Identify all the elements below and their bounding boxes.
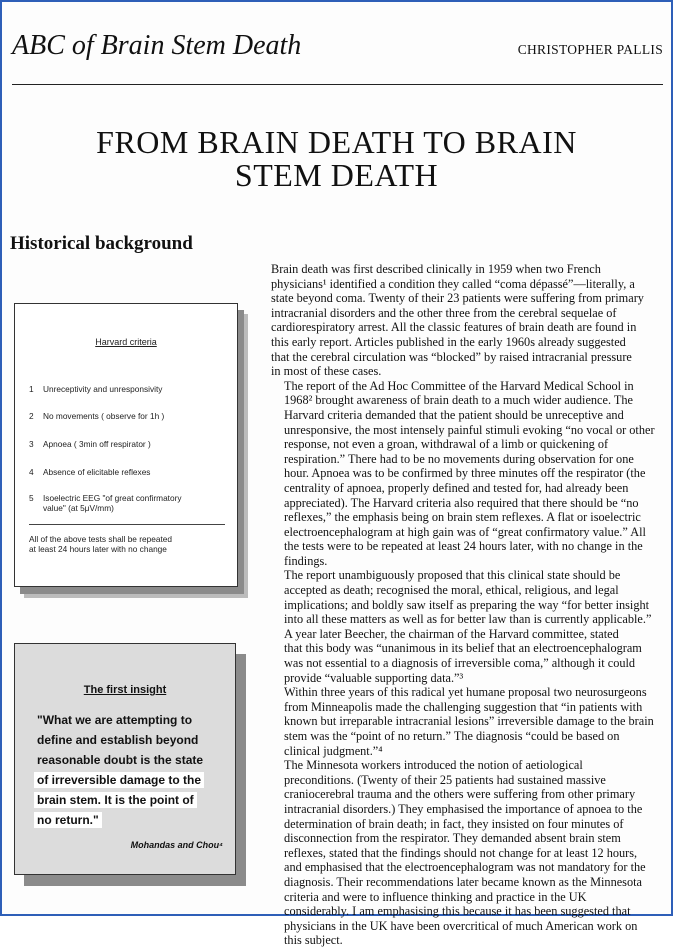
harvard-box-footer: All of the above tests shall be repeated at least 24 hours later with no change <box>29 534 172 554</box>
body-line: the tests were to be repeated at least 24 hours later, with no change in the <box>284 539 643 554</box>
harvard-box-title: Harvard criteria <box>95 337 157 347</box>
body-line: criteria and were to influence thinking and practice in the UK <box>284 889 587 904</box>
body-line: considerably. I am emphasising this because it has been suggested that <box>284 904 631 919</box>
body-line: The Minnesota workers introduced the notion of aetiological <box>284 758 583 773</box>
body-line: A year later Beecher, the chairman of the Harvard committee, stated <box>284 626 619 641</box>
body-paragraph <box>271 758 664 948</box>
quote-line: reasonable doubt is the state <box>37 753 204 767</box>
body-line: unresponsive, the most intensely painful stimuli evoking “no vocal or other <box>284 422 655 437</box>
body-line: this early report. Articles published in the early 1960s already suggested <box>271 334 626 349</box>
first-insight-box <box>14 643 236 875</box>
body-line: electroencephalogram at high gain was of “great confirmatory value.” All <box>284 524 646 539</box>
harvard-item-number: 5 <box>29 493 34 503</box>
body-line: respiration.” There had to be no movements during observation for one <box>284 451 634 466</box>
insight-attribution: Mohandas and Chou⁴ <box>130 840 223 850</box>
body-paragraph <box>271 568 664 685</box>
body-line: hour. Apnoea was to be confirmed by three minutes off the respirator (the <box>284 466 646 481</box>
body-line: clinical judgment.”⁴ <box>284 743 383 758</box>
article-title-line-2: STEM DEATH <box>234 157 439 193</box>
body-line: response, not even a groan, withdrawal of a limb or quickening of <box>284 437 609 452</box>
header-rule <box>12 84 663 85</box>
harvard-item-number: 4 <box>29 467 34 477</box>
body-line: centrality of apnoea, properly defined and tested for, had already been <box>284 480 629 495</box>
body-line: disconnection from the respirator. They demanded absent brain stem <box>284 831 621 846</box>
body-line: this subject. <box>284 933 343 948</box>
body-paragraph <box>271 379 664 569</box>
harvard-item-number: 3 <box>29 439 34 449</box>
body-line: The report of the Ad Hoc Committee of the Harvard Medical School in <box>284 378 634 393</box>
body-line: physicians in the UK have been overcritical of much American work on <box>284 918 638 933</box>
insight-box-title: The first insight <box>83 684 167 696</box>
harvard-item-text: Isoelectric EEG "of great confirmatory value" (at 5μV/mm) <box>43 493 182 513</box>
body-line: craniocerebral trauma and the others were suffering from other primary <box>284 787 636 802</box>
insight-quote <box>37 710 227 830</box>
body-line: into all these matters as well as for better law than is currently applicable.” <box>284 612 652 627</box>
body-line: reflexes,” the emphasis being on brain stem reflexes. A flat or isoelectric <box>284 510 641 525</box>
harvard-item-text: Absence of elicitable reflexes <box>43 467 151 477</box>
body-line: findings. <box>284 553 328 568</box>
harvard-item-number: 2 <box>29 411 34 421</box>
body-line: stem was the “point of no return.” The diagnosis “could be based on <box>284 729 620 743</box>
body-line: was not essential to a diagnosis of irreversible coma,” although it could <box>284 656 636 671</box>
body-line: that the cerebral circulation was “blocked” by raised intracranial pressure <box>271 349 632 364</box>
harvard-item-text: No movements ( observe for 1h ) <box>43 411 165 421</box>
body-line: physicians¹ identified a condition they called “coma dépassé”—literally, a <box>271 276 635 291</box>
body-line: preconditions. (Twenty of their 25 patients had sustained massive <box>284 772 606 787</box>
harvard-item <box>29 439 227 449</box>
body-line: implications; and boldly saw itself as preparing the way “for better insight <box>284 597 650 612</box>
article-title <box>40 126 633 192</box>
body-line: intracranial disorders and the other three from the cerebral sequelae of <box>271 305 617 320</box>
harvard-item-number: 1 <box>29 384 34 394</box>
quote-line: "What we are attempting to <box>37 713 193 727</box>
body-line: Brain death was first described clinically in 1959 when two French <box>271 262 601 276</box>
quote-line: define and establish beyond <box>37 733 199 747</box>
harvard-item <box>29 411 227 421</box>
body-line: in most of these cases. <box>271 364 382 379</box>
body-line: state beyond coma. Twenty of their 23 patients were suffering from primary <box>271 291 644 306</box>
body-line: The report unambiguously proposed that this clinical state should be <box>284 568 621 583</box>
body-line: from Minneapolis made the challenging suggestion that “in patients with <box>284 699 643 714</box>
body-line: provide “valuable supporting data.”³ <box>284 670 464 685</box>
quote-line: no return." <box>34 812 102 828</box>
body-line: determination of brain death; in fact, they insisted on four minutes of <box>284 816 624 831</box>
body-paragraph <box>271 262 664 379</box>
body-line: known but irreparable intracranial lesions” irreversible damage to the brain <box>284 714 654 729</box>
body-line: accepted as death; recognised the moral, ethical, religious, and legal <box>284 583 619 598</box>
body-line: appreciated). The Harvard criteria also required that there should be “no <box>284 495 639 510</box>
article-title-line-1: FROM BRAIN DEATH TO BRAIN <box>96 124 577 160</box>
series-title: ABC of Brain Stem Death <box>12 30 302 61</box>
harvard-box-divider <box>29 524 225 525</box>
quote-line: brain stem. It is the point of <box>34 792 197 808</box>
body-line: reflexes, stated that the findings should not change for at least 12 hours, <box>284 845 638 860</box>
body-line: that this body was “unanimous in its belief that an electroencephalogram <box>284 641 642 656</box>
body-line: intracranial disorders.) They emphasised the importance of apnoea to the <box>284 801 643 816</box>
article-body <box>271 262 664 948</box>
body-line: 1968² brought awareness of brain death to a much wider audience. The <box>284 393 634 408</box>
body-line: and emphasised that the electroencephalogram was not mandatory for the <box>284 860 646 875</box>
harvard-item-text: Apnoea ( 3min off respirator ) <box>43 439 151 449</box>
body-line: diagnosis. Their recommendations later became known as the Minnesota <box>284 874 642 889</box>
body-line: Within three years of this radical yet humane proposal two neurosurgeons <box>284 685 647 700</box>
section-heading: Historical background <box>10 233 193 254</box>
harvard-item-text: Unreceptivity and unresponsivity <box>43 384 163 394</box>
harvard-criteria-box <box>14 303 238 587</box>
body-paragraph <box>271 685 664 758</box>
harvard-item <box>29 493 227 513</box>
harvard-item <box>29 384 227 394</box>
quote-line: of irreversible damage to the <box>34 772 204 788</box>
harvard-item <box>29 467 227 477</box>
body-line: Harvard criteria demanded that the patient should be unreceptive and <box>284 407 624 422</box>
body-line: cardiorespiratory arrest. All the classic features of brain death are found in <box>271 320 637 335</box>
author-name: CHRISTOPHER PALLIS <box>517 42 663 57</box>
